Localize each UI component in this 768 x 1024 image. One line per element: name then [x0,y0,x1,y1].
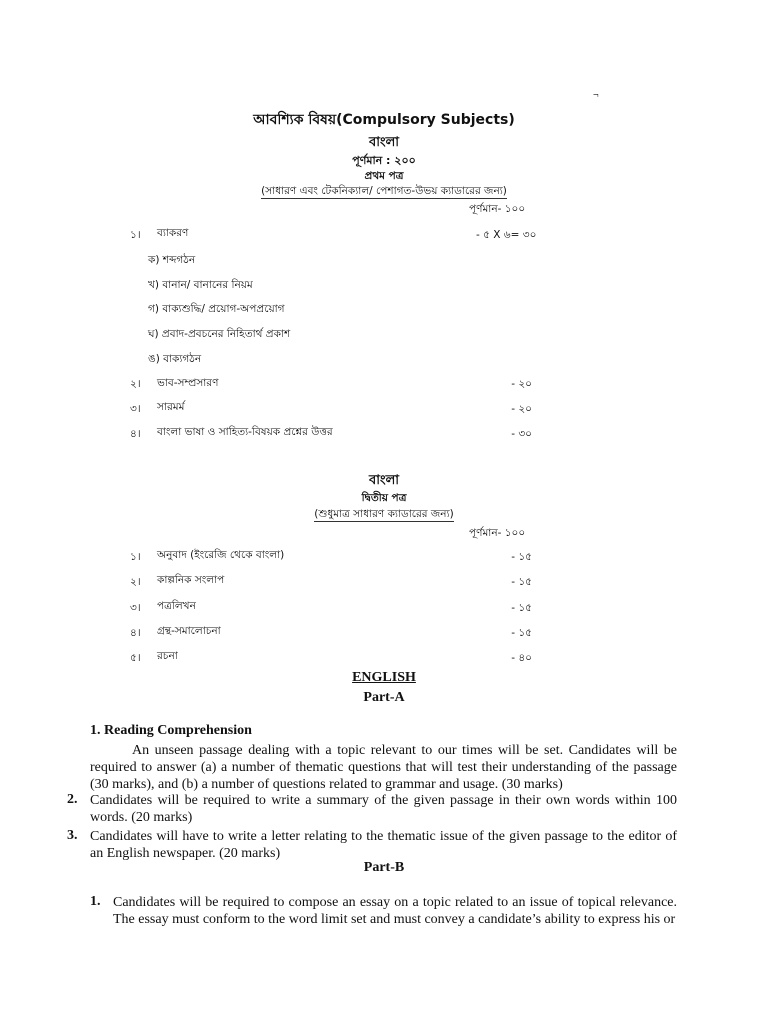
item-2-number: 2. [67,792,78,807]
reading-comprehension-heading: 1. Reading Comprehension [90,723,252,738]
paper2-full-marks: পূর্ণমান- ১০০ [469,527,526,539]
item-3-text: Candidates will have to write a letter relating to the thematic issue of the given passage to the editor of an English newspaper. (20 marks) [90,829,677,861]
paper2-item-marks: - ১৫ [511,602,532,614]
paper1-subitem: খ) বানান/ বানানের নিয়ম [148,279,253,291]
page-title: আবশ্যিক বিষয়(Compulsory Subjects) [253,112,515,128]
paper1-item-num: ২। [130,378,141,390]
paper2-item-marks: - ৪০ [511,652,532,664]
paper2-item-num: ২। [130,576,141,588]
part-b-heading: Part-B [363,860,405,875]
paper2-item-marks: - ১৫ [511,576,532,588]
paper2-item-num: ৪। [130,627,141,639]
paper1-subject: বাংলা [368,135,400,150]
paper2-item-marks: - ১৫ [511,551,532,563]
paper2-name: দ্বিতীয় পত্র [361,492,407,504]
paper1-item-num: ৩। [130,403,141,415]
paper1-subitem: গ) বাক্যশুদ্ধি/ প্রয়োগ-অপপ্রয়োগ [148,303,285,315]
paper1-subitem: ঙ) বাক্যগঠন [148,353,202,365]
part-b-item-1-text: Candidates will be required to compose an essay on a topic related to an issue of topical relevance. The essay must conform to the word limit set and must convey a candidate’s ability to express his or [113,895,677,927]
paper1-item-marks: - ২০ [511,403,532,415]
part-b-item-1-number: 1. [90,894,101,909]
paper1-item-marks: - ৩০ [511,428,532,440]
paper2-item-num: ৫। [130,652,141,664]
paper2-item-num: ৩। [130,602,141,614]
paper2-audience: (শুধুমাত্র সাধারণ ক্যাডারের জন্য) [314,508,454,520]
item-2-text: Candidates will be required to write a summary of the given passage in their own words within 100 words. (20 marks) [90,793,677,825]
paper2-item-label: পত্রলিখন [157,600,196,612]
paper2-item-marks: - ১৫ [511,627,532,639]
paper1-item-label: ব্যাকরণ [157,227,189,239]
paper2-item-label: অনুবাদ (ইংরেজি থেকে বাংলা) [157,549,285,561]
paper1-item-marks: - ২০ [511,378,532,390]
paper1-item-label: ভাব-সম্প্রসারণ [157,377,219,389]
paper1-name: প্রথম পত্র [364,170,404,182]
english-heading: ENGLISH [352,670,416,685]
paper2-item-label: গ্রন্থ-সমালোচনা [157,625,221,637]
paper1-item-label: বাংলা ভাষা ও সাহিত্য-বিষয়ক প্রশ্নের উত্তর [157,426,333,438]
paper1-item-label: সারমর্ম [157,401,185,413]
paper2-item-label: রচনা [157,650,178,662]
paper1-item-num: ১। [130,229,141,241]
paper1-audience: (সাধারণ এবং টেকনিক্যাল/ পেশাগত-উভয় ক্যাডারের জন্য) [261,185,507,197]
paper2-subject: বাংলা [368,473,400,488]
paper1-item-marks: - ৫ X ৬= ৩০ [476,229,537,241]
paper2-item-num: ১। [130,551,141,563]
part-a-heading: Part-A [363,690,405,705]
paper1-subitem: ঘ) প্রবাদ-প্রবচনের নিহিতার্থ প্রকাশ [148,328,291,340]
page-mark: ¬ [593,90,599,101]
paper1-item-num: ৪। [130,428,141,440]
item-3-number: 3. [67,828,78,843]
reading-comprehension-text: An unseen passage dealing with a topic relevant to our times will be set. Candidates will be required to answer (a) a number of thematic questions that will test their understanding of the passage (30 marks), and (b) a number of questions related to grammar and usage. (30 marks) [90,743,677,792]
paper2-item-label: কাল্পনিক সংলাপ [157,574,225,586]
paper1-full-marks: পূর্ণমান- ১০০ [469,203,526,215]
paper1-subitem: ক) শব্দগঠন [148,254,196,266]
paper1-total-marks: পূর্ণমান : ২০০ [352,154,416,167]
